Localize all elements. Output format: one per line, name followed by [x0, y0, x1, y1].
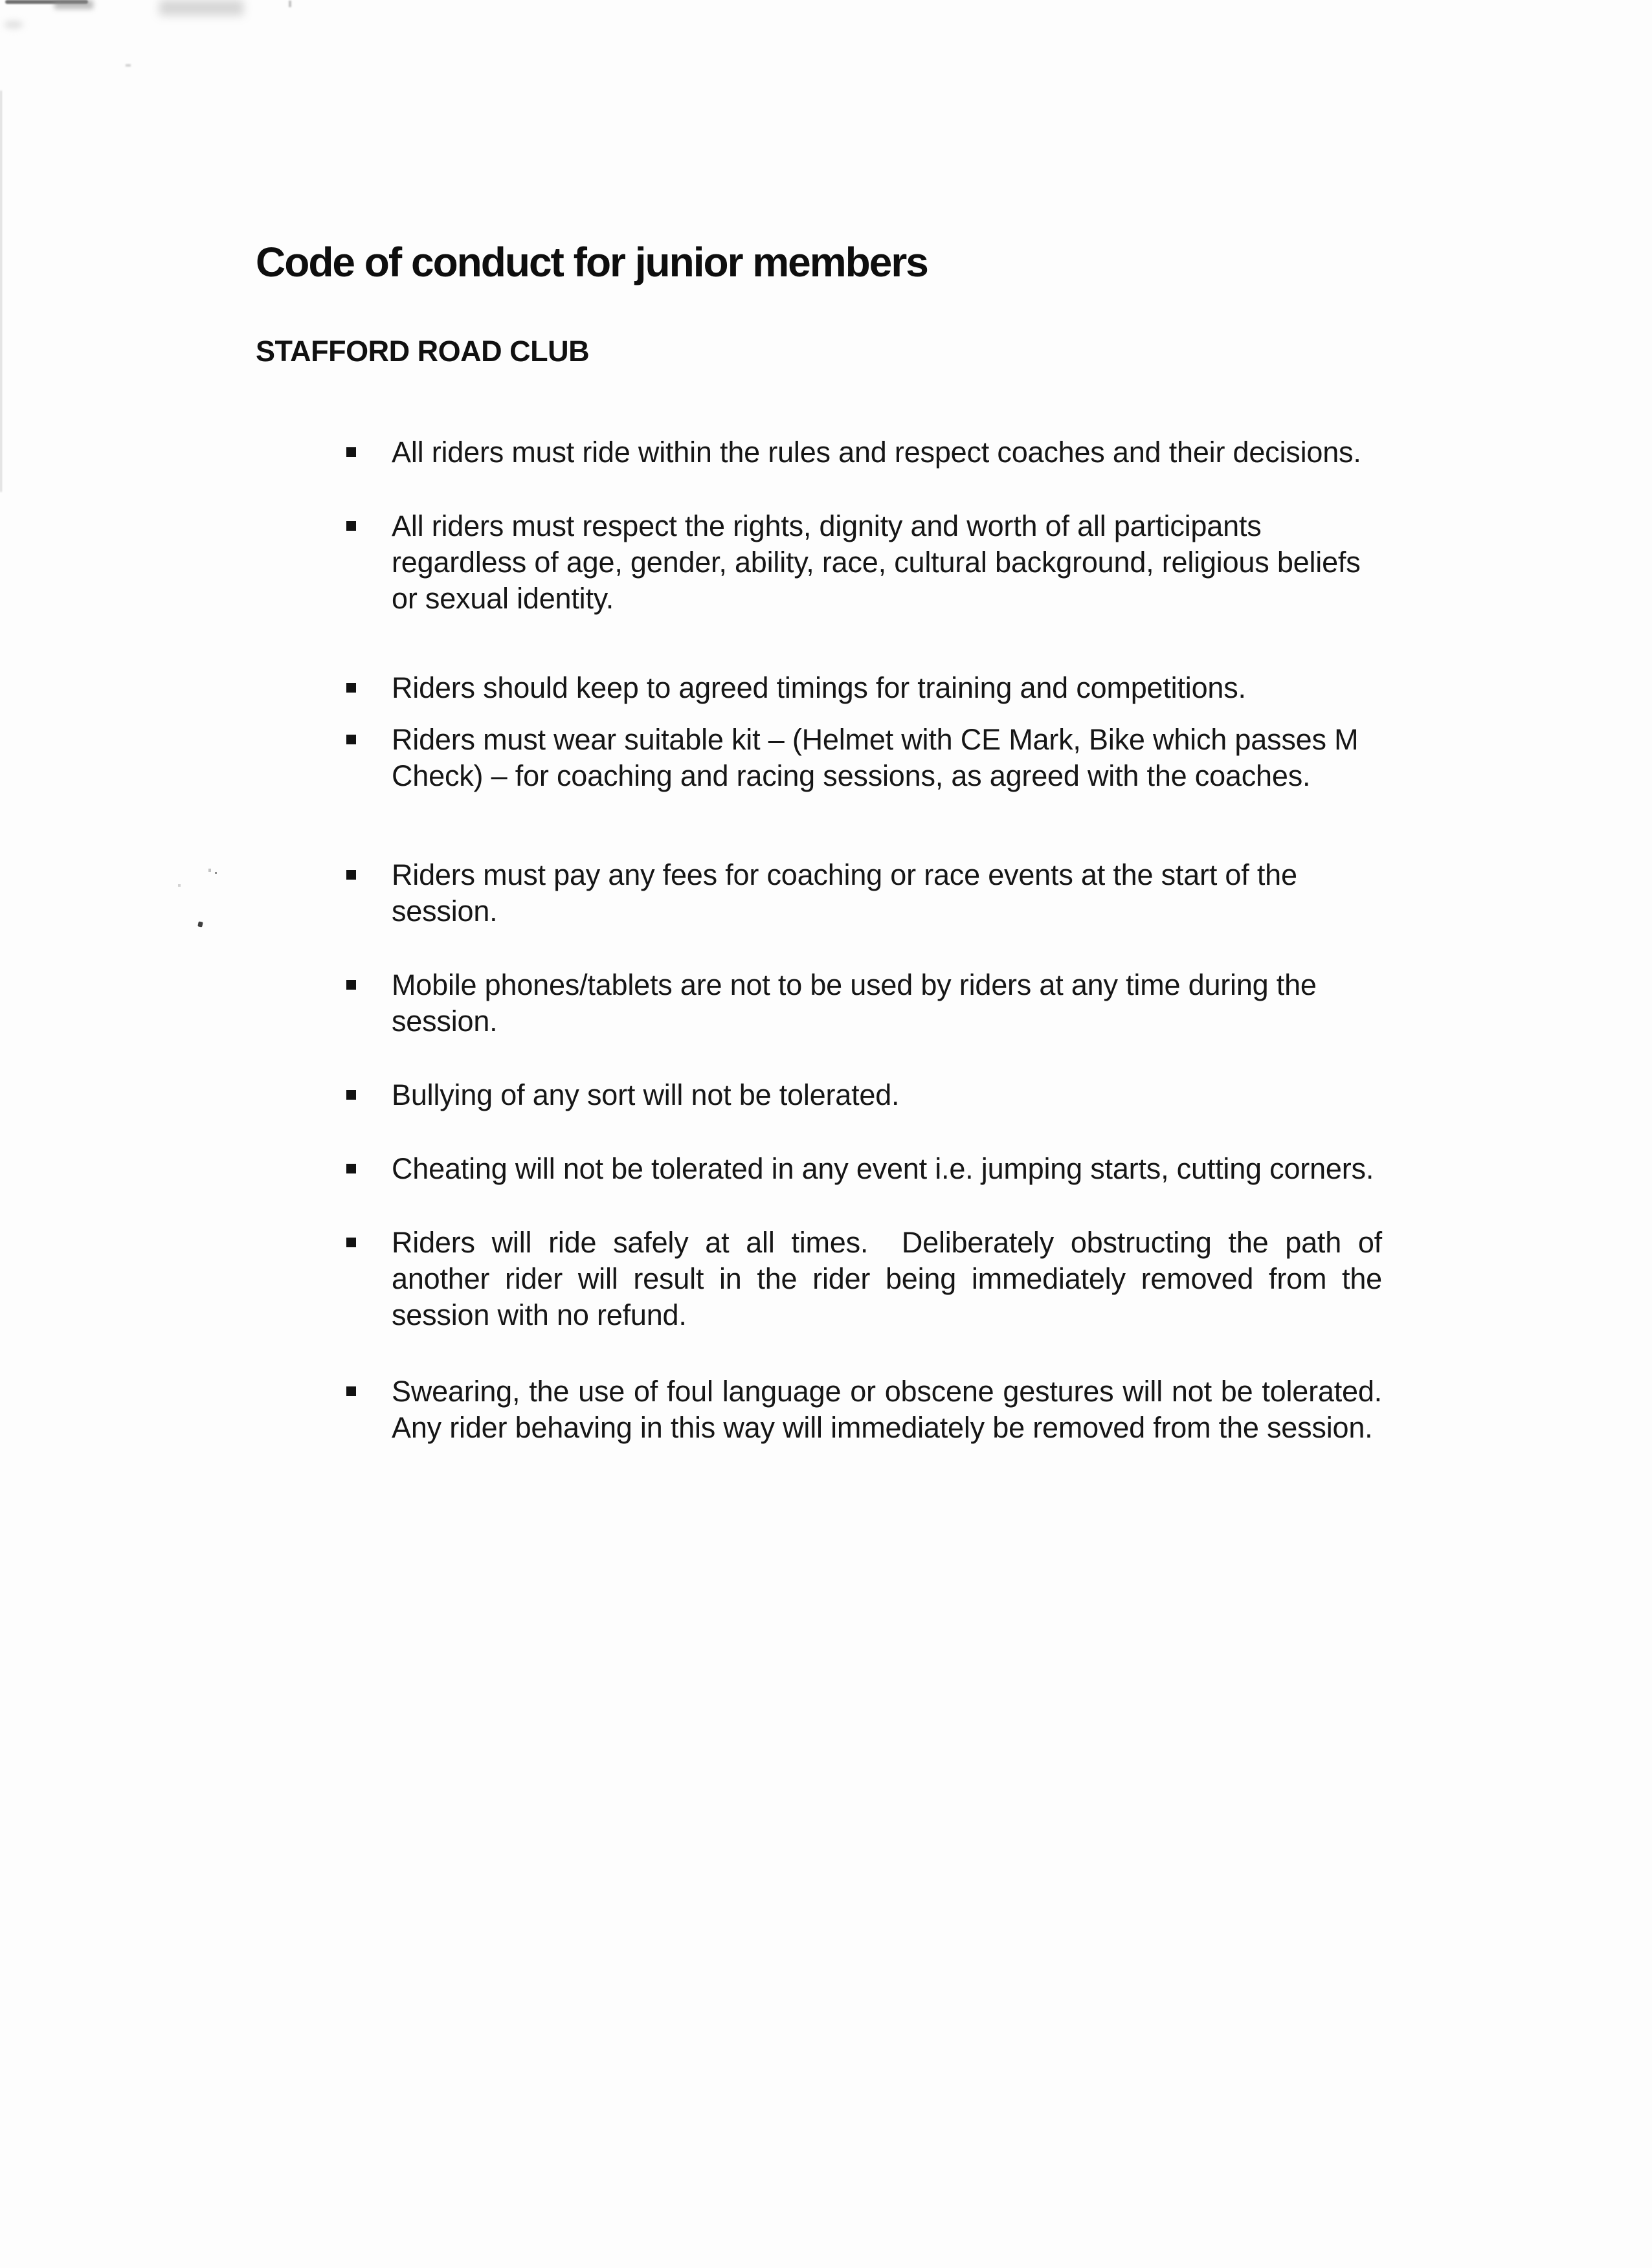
rule-list-item — [346, 1225, 1390, 1333]
rule-list-item — [346, 508, 1382, 617]
scan-artifact-speck — [178, 884, 181, 887]
rule-list-item — [346, 1373, 1398, 1446]
bullet-square-icon — [346, 1386, 356, 1396]
bullet-square-icon — [346, 683, 356, 693]
code-of-conduct-rule-list — [346, 434, 1398, 1446]
rule-list-item — [346, 722, 1382, 794]
scan-artifact-smudge — [4, 21, 23, 28]
bullet-square-icon — [346, 735, 356, 744]
rule-text: Swearing, the use of foul language or obscene gestures will not be tolerated. Any rider behaving in this way will immediately be removed from the session. — [392, 1375, 1398, 1444]
rule-text: Riders will ride safely at all times. Deliberately obstructing the path of another rider will result in the rider being immediately removed from the session with no refund. — [392, 1226, 1390, 1331]
bullet-square-icon — [346, 1238, 356, 1247]
scan-artifact-top-noise — [54, 0, 93, 9]
bullet-square-icon — [346, 521, 356, 531]
rule-text: Riders should keep to agreed timings for training and competitions. — [392, 671, 1246, 704]
rule-text: Cheating will not be tolerated in any event i.e. jumping starts, cutting corners. — [392, 1152, 1374, 1185]
rule-text: Riders must wear suitable kit – (Helmet with CE Mark, Bike which passes M Check) – for coaching and racing sessions, as agreed with the coaches. — [392, 723, 1367, 792]
bullet-square-icon — [346, 870, 356, 880]
rule-list-item — [346, 434, 1382, 471]
scan-artifact-speck — [215, 872, 217, 874]
bullet-square-icon — [346, 1090, 356, 1100]
document-title: Code of conduct for junior members — [256, 238, 928, 285]
rule-text: All riders must ride within the rules and respect coaches and their decisions. — [392, 436, 1361, 469]
scan-artifact-top-streak — [5, 0, 88, 4]
rule-text: Riders must pay any fees for coaching or race events at the start of the session. — [392, 858, 1306, 928]
rule-list-item — [346, 670, 1382, 706]
scan-artifact-speck — [126, 64, 131, 67]
bullet-square-icon — [346, 980, 356, 990]
rule-text: Mobile phones/tablets are not to be used by riders at any time during the session. — [392, 968, 1325, 1038]
scan-artifact-tick — [289, 1, 291, 7]
scan-artifact-speck — [197, 921, 203, 927]
scan-artifact-left-edge-line — [0, 91, 2, 492]
rule-list-item — [346, 1077, 1382, 1113]
scan-artifact-top-noise — [159, 0, 243, 16]
bullet-square-icon — [346, 1164, 356, 1173]
rule-text: Bullying of any sort will not be tolerated. — [392, 1078, 900, 1111]
rule-list-item — [346, 1151, 1382, 1187]
rule-text: All riders must respect the rights, dignity and worth of all participants regardless of age, gender, ability, race, cultural background, religious beliefs or sexual identity. — [392, 509, 1368, 615]
rule-list-item — [346, 967, 1382, 1040]
rule-list-item — [346, 857, 1382, 929]
club-name-heading: STAFFORD ROAD CLUB — [256, 335, 590, 368]
scan-artifact-speck — [208, 869, 211, 872]
bullet-square-icon — [346, 447, 356, 457]
